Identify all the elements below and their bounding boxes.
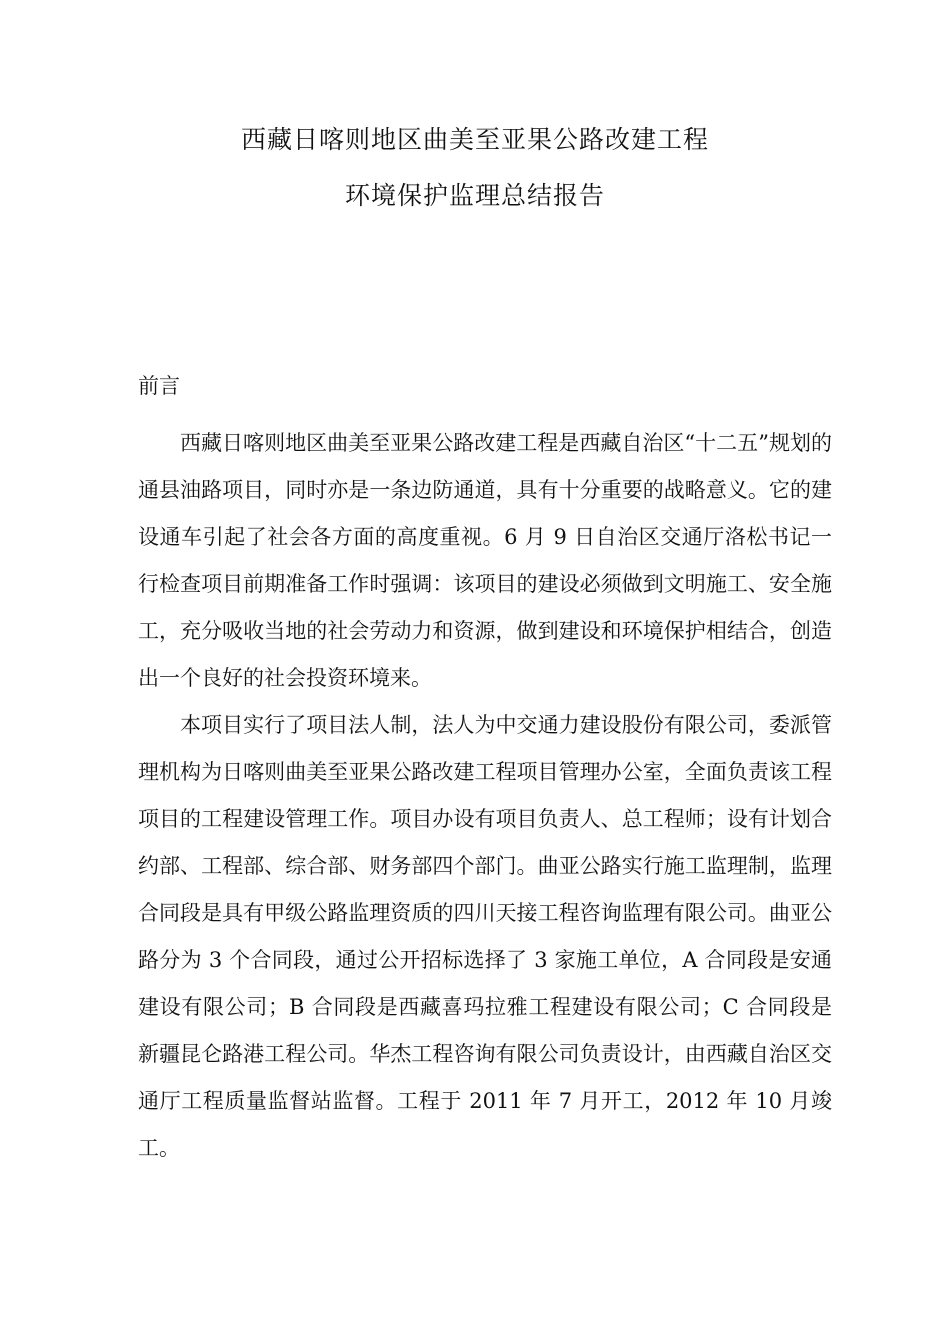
body-text <box>138 420 832 1172</box>
document-title <box>0 112 950 224</box>
title-line-2: 环境保护监理总结报告 <box>344 181 605 210</box>
title-line-1: 西藏日喀则地区曲美至亚果公路改建工程 <box>240 125 709 154</box>
paragraph-2: 本项目实行了项目法人制，法人为中交通力建设股份有限公司，委派管理机构为日喀则曲美至亚果公路改建工程项目管理办公室，全面负责该工程项目的工程建设管理工作。项目办设有项目负责人、总工程师；设有计划合约部、工程部、综合部、财务部四个部门。曲亚公路实行施工监理制，监理合同段是具有甲级公路监理资质的四川天接工程咨询监理有限公司。曲亚公路分为 3 个合同段，通过公开招标选择了 3 家施工单位，A 合同段是安通建设有限公司；B 合同段是西藏喜玛拉雅工程建设有限公司；C 合同段是新疆昆仑路港工程公司。华杰工程咨询有限公司负责设计，由西藏自治区交通厅工程质量监督站监督。工程于 2011 年 7 月开工，2012 年 10 月竣工。 <box>138 713 832 1160</box>
section-heading-preface: 前言 <box>138 374 180 398</box>
paragraph-1: 西藏日喀则地区曲美至亚果公路改建工程是西藏自治区“十二五”规划的通县油路项目，同时亦是一条边防通道，具有十分重要的战略意义。它的建设通车引起了社会各方面的高度重视。6 月 9 日自治区交通厅洛松书记一行检查项目前期准备工作时强调：该项目的建设必须做到文明施工、安全施工，充分吸收当地的社会劳动力和资源，做到建设和环境保护相结合，创造出一个良好的社会投资环境来。 <box>138 431 832 690</box>
